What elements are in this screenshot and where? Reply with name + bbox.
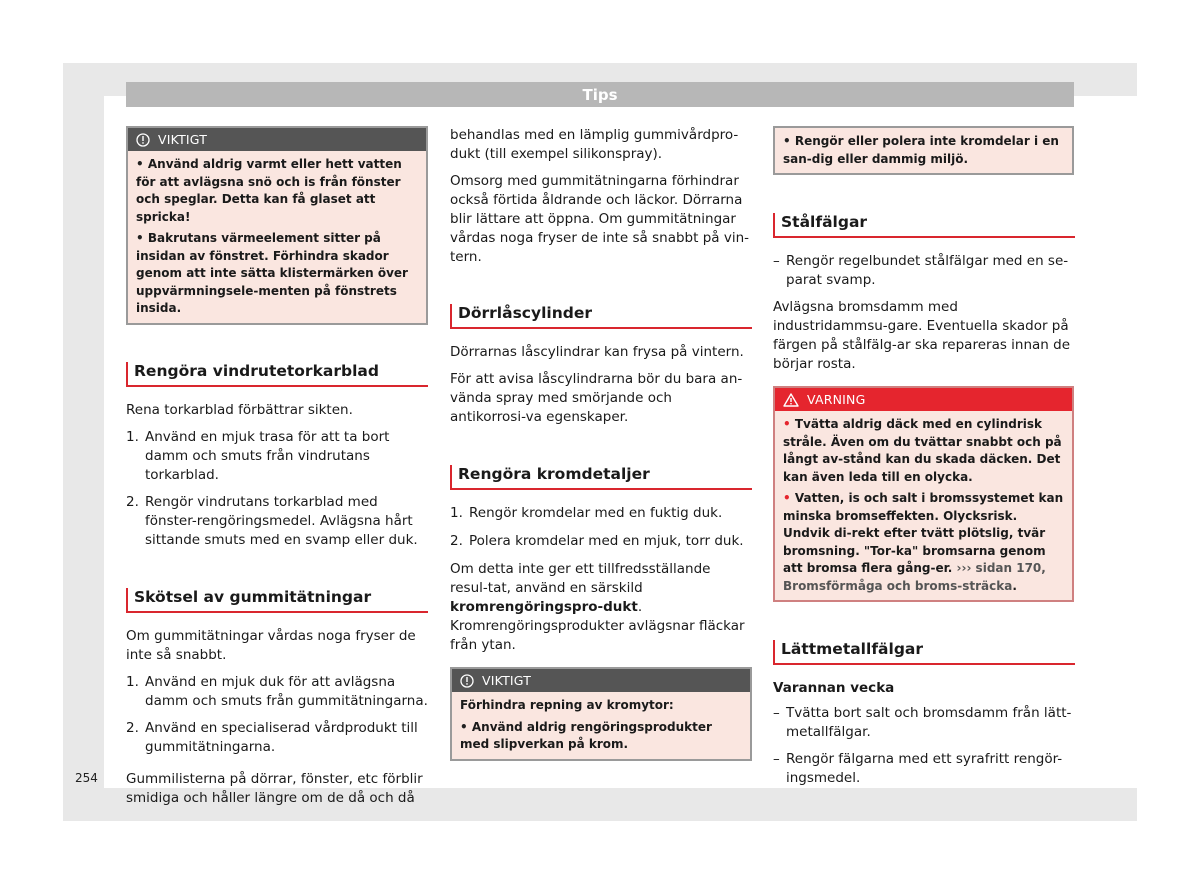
viktigt-label: VIKTIGT [482,672,532,688]
viktigt-bullet: • Rengör eller polera inte kromdelar i en san-dig eller dammig miljö. [783,134,1059,166]
wiper-intro: Rena torkarblad förbättrar sikten. [126,401,353,418]
page-number: 254 [75,771,98,785]
viktigt-box-1 [126,126,428,325]
seals-intro: Om gummitätningar vårdas noga fryser de inte så snabbt. [126,627,416,663]
varning-bullet: • Vatten, is och salt i bromssystemet kan minska bromseffekten. Olycksrisk. Undvik di-rekt efter tvätt plötslig, tvär bromsning. "Tor-ka" bromsarna genom att bromsa flera gång-er. ››› sidan 170, Bromsförmåga och broms-sträcka. [783,491,1064,593]
page-reference-link[interactable]: ››› sidan 170, Bromsförmåga och broms-sträcka [783,561,1046,593]
paragraph: behandlas med en lämplig gummivårdpro-dukt (till exempel silikonspray). [450,127,739,162]
section-title-wiper: Rengöra vindrutetorkarblad [126,362,428,387]
section-title-alloy: Lättmetallfälgar [773,640,1075,665]
seals-outro: Gummilisterna på dörrar, fönster, etc förblir smidiga och håller längre om de då och då [126,770,423,806]
list-item: 1. Rengör kromdelar med en fuktig duk. [450,505,723,521]
section-title-seals: Skötsel av gummitätningar [126,588,428,613]
paragraph: Dörrarnas låscylindrar kan frysa på vintern. [450,344,744,360]
varning-label: VARNING [807,391,866,407]
viktigt-header [128,128,426,151]
viktigt-bullet: • Använd aldrig varmt eller hett vatten för att avlägsna snö och is från fönster och speglar. Detta kan få glaset att spricka! [136,157,402,224]
varning-bullet: • Tvätta aldrig däck med en cylindrisk stråle. Även om du tvättar snabbt och på långt av-stånd kan du skada däcken. Det kan även leda till en olycka. [783,417,1062,484]
warning-triangle-icon [783,393,799,407]
viktigt-header [452,669,750,692]
section-title-steel: Stålfälgar [773,213,1075,238]
section-title-chrome: Rengöra kromdetaljer [450,465,752,490]
paragraph: Omsorg med gummitätningarna förhindrar också förtida åldrande och läckor. Dörrarna blir lättare att öppna. Om gummitätningar vårdas noga fryser de inte så snabbt på vin-tern. [450,173,750,265]
viktigt-lead: Förhindra repning av kromytor: [460,698,674,712]
paragraph: För att avisa låscylindrarna bör du bara an-vända spray med smörjande och antikorrosi-va egenskaper. [450,371,743,425]
list-item: – Tvätta bort salt och bromsdamm från lätt-metallfälgar. [773,705,1072,740]
viktigt-bullet: • Bakrutans värmeelement sitter på insidan av fönstret. Förhindra skador genom att inte sätta klistermärken över uppvärmningsele-menten på fönstrets insida. [136,231,408,315]
viktigt-box-continued [773,126,1074,175]
info-icon [136,133,150,147]
column-2 [450,126,752,761]
paragraph: Avlägsna bromsdamm med industridammsu-gare. Eventuella skador på färgen på stålfälg-ar ska repareras innan de börjar rosta. [773,299,1071,372]
list-item: 2. Använd en specialiserad vårdprodukt till gummitätningarna. [126,719,418,755]
list-item: – Rengör regelbundet stålfälgar med en se-parat svamp. [773,253,1069,288]
section-header: Tips [126,82,1074,107]
subheading: Varannan vecka [773,680,895,696]
list-item: – Rengör fälgarna med ett syrafritt rengör-ingsmedel. [773,751,1063,786]
paragraph: Om detta inte ger ett tillfredsställande resul-tat, använd en särskild kromrengöringspro-dukt. Kromrengöringsprodukter avlägsnar fläckar från ytan. [450,561,745,653]
viktigt-label: VIKTIGT [158,131,208,147]
list-item: 1. Använd en mjuk duk för att avlägsna damm och smuts från gummitätningarna. [126,673,428,709]
viktigt-box-2 [450,667,752,761]
section-title-lock: Dörrlåscylinder [450,304,752,329]
list-item: 1. Använd en mjuk trasa för att ta bort damm och smuts från vindrutans torkarblad. [126,428,390,483]
varning-header [775,388,1072,411]
column-3 [773,126,1075,788]
list-item: 2. Polera kromdelar med en mjuk, torr duk. [450,533,744,549]
list-item: 2. Rengör vindrutans torkarblad med fönster-rengöringsmedel. Avlägsna hårt sittande smuts med en svamp eller duk. [126,493,418,548]
column-1 [126,126,428,808]
viktigt-bullet: • Använd aldrig rengöringsprodukter med slipverkan på krom. [460,719,712,751]
varning-box [773,386,1074,602]
info-icon [460,674,474,688]
